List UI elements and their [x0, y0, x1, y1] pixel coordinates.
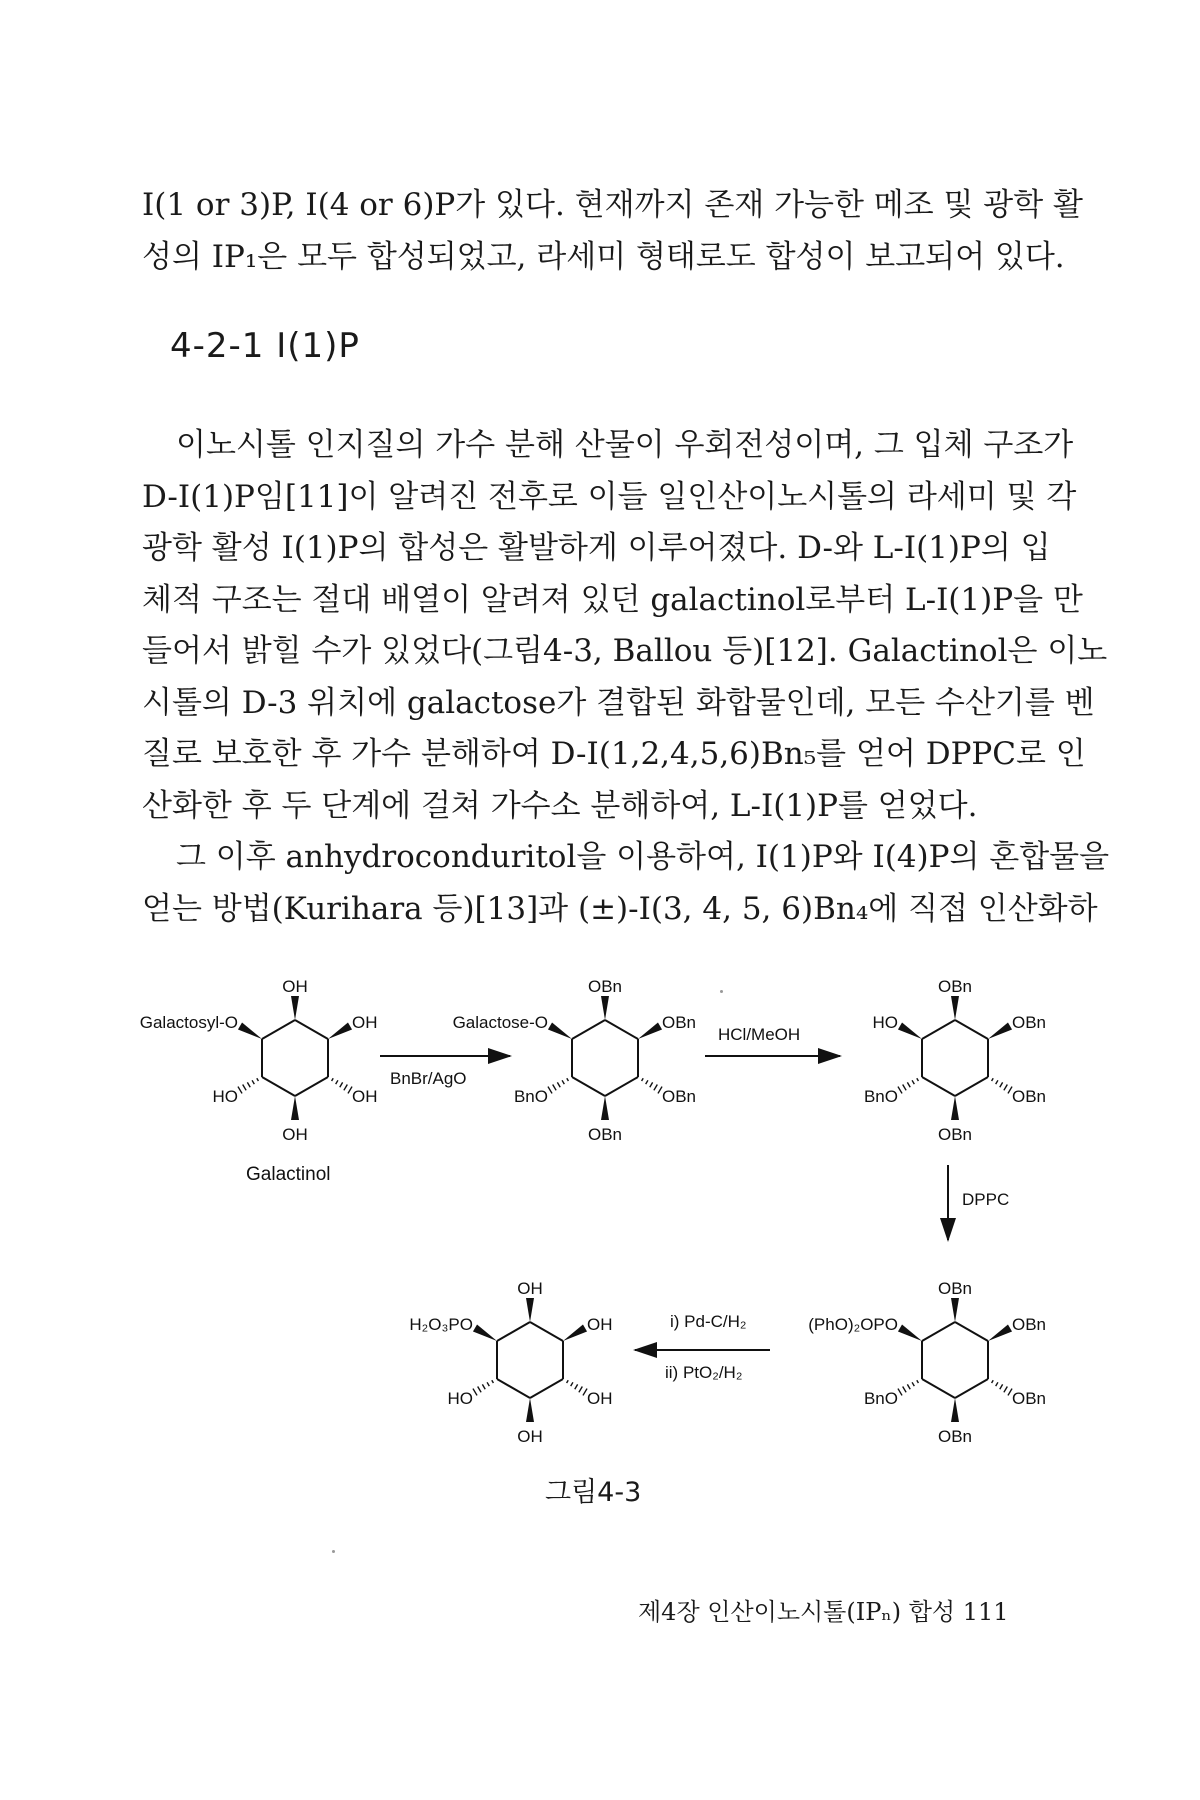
wedge-bond — [638, 1023, 662, 1039]
speck — [720, 990, 723, 993]
wedge-bond — [473, 1325, 497, 1341]
substituent-label: Galactosyl-O — [139, 1013, 238, 1032]
substituent-label: HO — [872, 1013, 898, 1032]
wedge-bond — [526, 1398, 534, 1422]
inositol-structure — [409, 1279, 612, 1446]
wedge-bond — [951, 1398, 959, 1422]
ring-bond — [955, 1077, 988, 1096]
ring-bond — [295, 1020, 328, 1039]
inositol-structure — [453, 977, 696, 1144]
substituent-label: BnO — [513, 1087, 548, 1106]
substituent-label: OH — [587, 1389, 613, 1408]
substituent-label: OBn — [937, 1427, 973, 1446]
ring-bond — [497, 1322, 530, 1341]
wedge-bond — [563, 1325, 587, 1341]
reaction-scheme — [0, 960, 1200, 1470]
wedge-bond — [988, 1325, 1012, 1341]
wedge-bond — [291, 1096, 299, 1120]
reagent-label: i) Pd-C/H₂ — [670, 1312, 747, 1331]
figure-caption: 그림4-3 — [545, 1477, 642, 1508]
substituent-label: OBn — [937, 1279, 973, 1298]
ring-bond — [262, 1077, 295, 1096]
ring-bond — [922, 1077, 955, 1096]
substituent-label: (PhO)₂OPO — [808, 1315, 898, 1334]
text-line: 산화한 후 두 단계에 걸쳐 가수소 분해하여, L-I(1)P를 얻었다. — [142, 787, 978, 824]
substituent-label: OH — [282, 977, 308, 996]
substituent-label: Galactose-O — [452, 1013, 548, 1032]
reagent-label: ii) PtO₂/H₂ — [665, 1363, 743, 1382]
reagent-label: HCl/MeOH — [718, 1025, 801, 1044]
substituent-label: OH — [517, 1279, 543, 1298]
wedge-bond — [898, 1325, 922, 1341]
substituent-label: HO — [212, 1087, 238, 1106]
hashed-bond — [473, 1380, 587, 1395]
wedge-bond — [238, 1023, 262, 1039]
text-line: 시톨의 D-3 위치에 galactose가 결합된 화합물인데, 모든 수산기를 벤 — [142, 684, 1095, 721]
inositol-structure — [808, 1279, 1046, 1446]
substituent-label: OBn — [937, 977, 973, 996]
ring-bond — [605, 1077, 638, 1096]
wedge-bond — [601, 996, 609, 1020]
hashed-bond — [898, 1078, 1012, 1093]
ring-bond — [530, 1322, 563, 1341]
hashed-bond — [548, 1078, 662, 1093]
text-line: D-I(1)P임[11]이 알려진 전후로 이들 일인산이노시톨의 라세미 및 각 — [142, 478, 1077, 515]
ring-bond — [572, 1077, 605, 1096]
ring-bond — [922, 1379, 955, 1398]
substituent-label: H₂O₃PO — [409, 1315, 473, 1334]
substituent-label: OBn — [1012, 1087, 1047, 1106]
substituent-label: OH — [517, 1427, 543, 1446]
ring-bond — [530, 1379, 563, 1398]
substituent-label: OH — [352, 1013, 378, 1032]
paragraph-1 — [142, 180, 1083, 283]
substituent-label: OBn — [937, 1125, 973, 1144]
wedge-bond — [988, 1023, 1012, 1039]
substituent-label: OH — [352, 1087, 378, 1106]
hashed-bond — [238, 1078, 352, 1093]
compound-name: Galactinol — [246, 1164, 331, 1185]
reagent-label: DPPC — [962, 1190, 1010, 1209]
page-footer: 제4장 인산이노시톨(IPₙ) 합성 111 — [638, 1598, 1009, 1626]
inositol-structure — [140, 977, 378, 1144]
wedge-bond — [951, 1096, 959, 1120]
paragraph-2 — [142, 420, 1110, 935]
substituent-label: OBn — [1012, 1315, 1047, 1334]
wedge-bond — [526, 1298, 534, 1322]
wedge-bond — [291, 996, 299, 1020]
substituent-label: OH — [282, 1125, 308, 1144]
ring-bond — [955, 1322, 988, 1341]
ring-bond — [497, 1379, 530, 1398]
speck — [332, 1550, 335, 1553]
wedge-bond — [328, 1023, 352, 1039]
text-line: 들어서 밝힐 수가 있었다(그림4-3, Ballou 등)[12]. Galactinol은 이노 — [142, 633, 1108, 669]
text-line: 이노시톨 인지질의 가수 분해 산물이 우회전성이며, 그 입체 구조가 — [176, 427, 1074, 463]
ring-bond — [955, 1020, 988, 1039]
substituent-label: OBn — [662, 1013, 697, 1032]
text-line: 성의 IP₁은 모두 합성되었고, 라세미 형태로도 합성이 보고되어 있다. — [142, 238, 1065, 275]
ring-bond — [922, 1020, 955, 1039]
reagent-label: BnBr/AgO — [390, 1069, 467, 1088]
wedge-bond — [951, 1298, 959, 1322]
section-heading: 4-2-1 I(1)P — [170, 326, 360, 366]
text-line: I(1 or 3)P, I(4 or 6)P가 있다. 현재까지 존재 가능한 메조 및 광학 활 — [142, 187, 1083, 223]
substituent-label: BnO — [863, 1087, 898, 1106]
text-line: 그 이후 anhydroconduritol을 이용하여, I(1)P와 I(4)P의 혼합물을 — [176, 839, 1110, 875]
substituent-label: BnO — [863, 1389, 898, 1408]
ring-bond — [262, 1020, 295, 1039]
hashed-bond — [898, 1380, 1012, 1395]
substituent-label: OBn — [587, 977, 623, 996]
ring-bond — [605, 1020, 638, 1039]
ring-bond — [922, 1322, 955, 1341]
substituent-label: OBn — [1012, 1389, 1047, 1408]
wedge-bond — [951, 996, 959, 1020]
substituent-label: OH — [587, 1315, 613, 1334]
text-line: 질로 보호한 후 가수 분해하여 D-I(1,2,4,5,6)Bn₅를 얻어 DPPC로 인 — [142, 736, 1086, 772]
text-line: 광학 활성 I(1)P의 합성은 활발하게 이루어졌다. D-와 L-I(1)P의 입 — [142, 530, 1051, 566]
text-line: 얻는 방법(Kurihara 등)[13]과 (±)-I(3, 4, 5, 6)Bn₄에 직접 인산화하 — [142, 890, 1098, 927]
wedge-bond — [898, 1023, 922, 1039]
inositol-structure — [864, 977, 1046, 1144]
ring-bond — [572, 1020, 605, 1039]
substituent-label: HO — [447, 1389, 473, 1408]
ring-bond — [295, 1077, 328, 1096]
wedge-bond — [548, 1023, 572, 1039]
substituent-label: OBn — [587, 1125, 623, 1144]
wedge-bond — [601, 1096, 609, 1120]
ring-bond — [955, 1379, 988, 1398]
text-line: 체적 구조는 절대 배열이 알려져 있던 galactinol로부터 L-I(1)P을 만 — [142, 581, 1083, 618]
substituent-label: OBn — [662, 1087, 697, 1106]
substituent-label: OBn — [1012, 1013, 1047, 1032]
